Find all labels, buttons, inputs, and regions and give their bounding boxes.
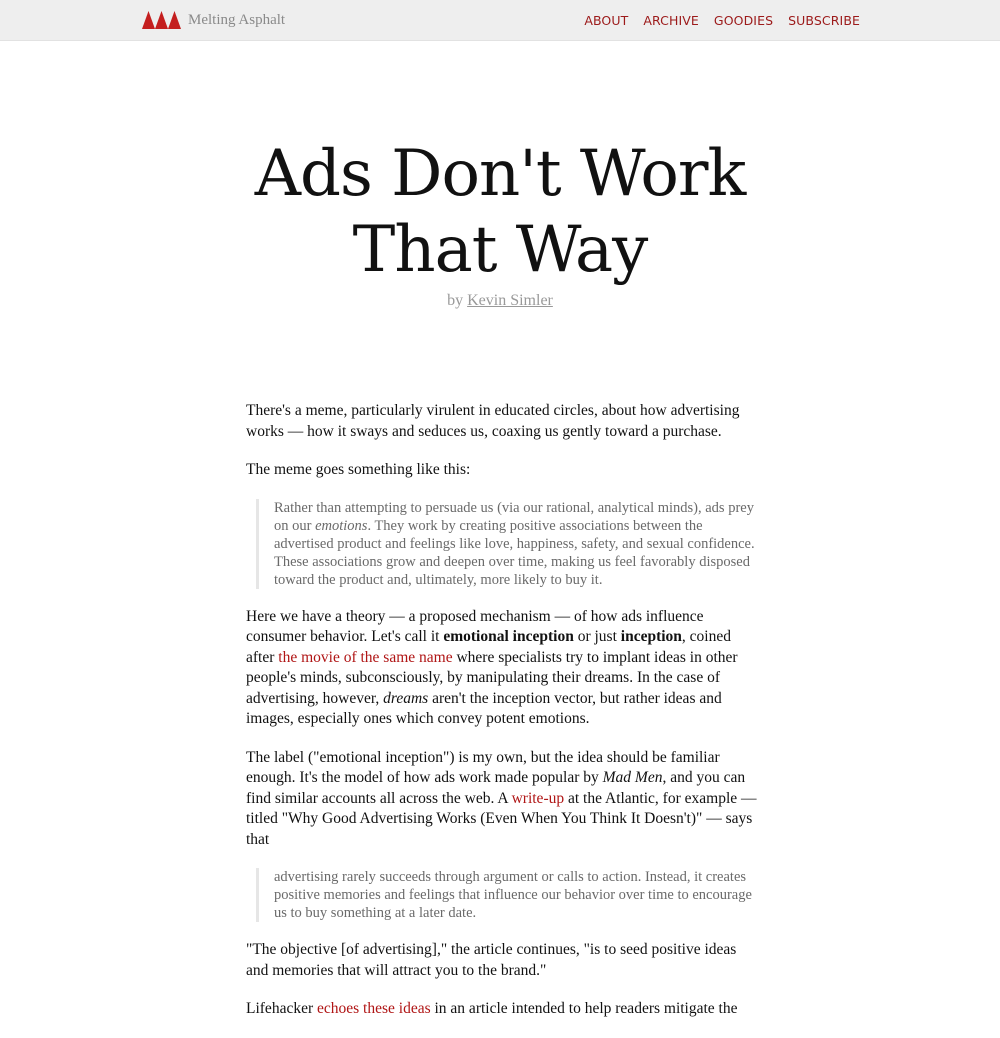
main-nav (569, 0, 860, 40)
p4-text-3: at the Atlantic, for example — titled "Why Good Advertising Works (Even When You Think It Doesn't)" — says that (246, 789, 757, 848)
p4-text-2: , and you can find similar accounts all across the web. A (246, 769, 746, 807)
write-up-link[interactable]: write-up (511, 789, 565, 807)
post-title-line1: Ads Don't Work (254, 137, 746, 211)
p6-text-2: in an article intended to help readers mitigate the (434, 1000, 738, 1017)
p3-text-2: or just (577, 628, 617, 645)
quote-1-emphasis: emotions (315, 517, 368, 534)
site-header (0, 0, 1000, 41)
p6-text-1: Lifehacker (246, 1000, 314, 1017)
nav-subscribe[interactable]: SUBSCRIBE (788, 12, 860, 28)
p3-bold-1: emotional inception (443, 628, 574, 645)
echoes-link[interactable]: echoes these ideas (317, 1000, 431, 1017)
paragraph-5: "The objective [of advertising]," the article continues, "is to seed positive ideas and memories that will attract you to the brand." (246, 941, 737, 979)
author-link[interactable]: Kevin Simler (467, 292, 553, 309)
p4-text-1: The label ("emotional inception") is my own, but the idea should be familiar enough. It's the model of how ads work made popular by (246, 748, 720, 786)
p3-text-4: where specialists try to implant ideas in other people's minds, subconsciously, by manipulating their dreams. In the case of advertising, however, (246, 648, 738, 707)
p3-text-5: aren't the inception vector, but rather ideas and images, especially ones which convey potent emotions. (246, 689, 722, 727)
paragraph-1: There's a meme, particularly virulent in educated circles, about how advertising works — how it sways and seduces us, coaxing us gently toward a purchase. (246, 402, 740, 440)
p3-text-1: Here we have a theory — a proposed mechanism — of how ads influence consumer behavior. Let's call it (246, 607, 704, 645)
paragraph-3 (246, 607, 758, 730)
byline (0, 292, 1000, 310)
paragraph-4 (246, 748, 758, 851)
movie-link[interactable]: the movie of the same name (278, 648, 453, 666)
blockquote-2 (256, 868, 758, 922)
three-red-triangles-icon (142, 11, 182, 29)
p4-emphasis: Mad Men (602, 769, 663, 786)
nav-goodies[interactable]: GOODIES (713, 12, 774, 28)
paragraph-6 (246, 999, 758, 1020)
quote-1-text-b: . They work by creating positive associations between the advertised product and feelings like love, happiness, safety, and sexual confidence. These associations grow and deepen over time, making us feel favorably disposed toward the product and, ultimately, more likely to buy it. (274, 517, 755, 588)
blockquote-1 (256, 499, 758, 589)
byline-prefix: by (447, 292, 464, 309)
article-body (246, 401, 758, 1038)
p3-emphasis: dreams (383, 689, 429, 707)
nav-archive[interactable]: ARCHIVE (643, 12, 699, 28)
site-name: Melting Asphalt (188, 11, 286, 28)
post-title-line2: That Way (352, 213, 648, 287)
p3-text-3: , coined after (246, 628, 731, 666)
quote-2-text: advertising rarely succeeds through argument or calls to action. Instead, it creates positive memories and feelings that influence our behavior over time to encourage us to buy something at a later date. (274, 869, 752, 921)
post-title (0, 136, 1000, 288)
home-link[interactable] (142, 0, 285, 40)
p3-bold-2: inception (620, 628, 682, 645)
nav-about[interactable]: ABOUT (584, 12, 629, 28)
quote-1-text-a: Rather than attempting to persuade us (via our rational, analytical minds), ads prey on our (274, 499, 754, 534)
paragraph-2: The meme goes something like this: (246, 461, 471, 478)
